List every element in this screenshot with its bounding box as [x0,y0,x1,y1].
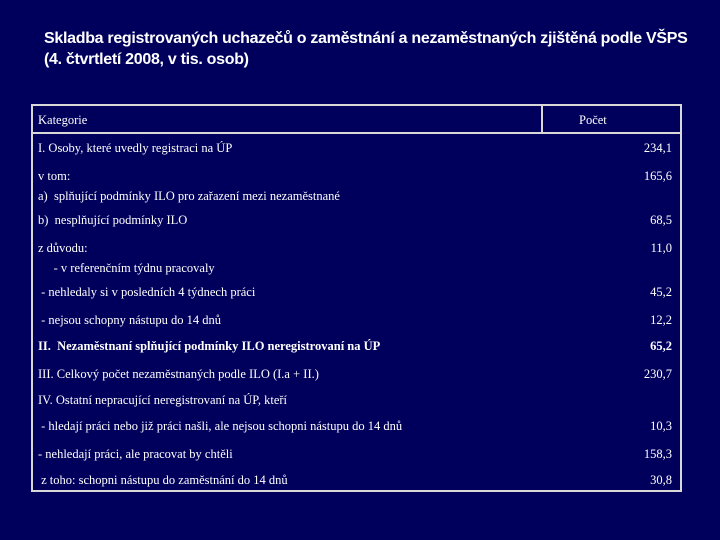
row-value: 10,3 [650,419,672,433]
row-label: III. Celkový počet nezaměstnaných podle ILO (I.a + II.) [38,367,319,381]
row-value: 230,7 [643,367,672,381]
row-value: 234,1 [643,141,672,155]
row-label: I. Osoby, které uvedly registraci na ÚP [38,141,233,155]
column-divider [541,106,543,134]
header-count: Počet [579,113,607,127]
page-title: Skladba registrovaných uchazečů o zaměstnání a nezaměstnaných zjištěná podle VŠPS (4. čtvrtletí 2008, v tis. osob) [44,30,688,68]
row-label: - nehledaly si v posledních 4 týdnech práci [38,285,256,299]
row-value: 45,2 [650,285,672,299]
row-value: 11,0 [650,241,672,255]
data-table [31,104,682,492]
header-divider [33,132,680,134]
row-label: v tom: a) splňující podmínky ILO pro zařazení mezi nezaměstnané [38,169,340,203]
row-value: 65,2 [650,339,672,353]
row-label: - nehledají práci, ale pracovat by chtěli [38,447,233,461]
header-category: Kategorie [38,113,88,127]
row-label: II. Nezaměstnaní splňující podmínky ILO neregistrovaní na ÚP [38,339,381,353]
row-label: b) nesplňující podmínky ILO [38,213,188,227]
row-label: z toho: schopni nástupu do zaměstnání do 14 dnů [38,473,288,487]
row-label: - nejsou schopny nástupu do 14 dnů [38,313,221,327]
row-label: z důvodu: - v referenčním týdnu pracovaly [38,241,215,275]
row-label: IV. Ostatní nepracující neregistrovaní na ÚP, kteří [38,393,288,407]
row-value: 68,5 [650,213,672,227]
row-label: - hledají práci nebo již práci našli, ale nejsou schopni nástupu do 14 dnů [38,419,403,433]
row-value: 165,6 [643,169,672,183]
row-value: 158,3 [643,447,672,461]
row-value: 30,8 [650,473,672,487]
row-value: 12,2 [650,313,672,327]
